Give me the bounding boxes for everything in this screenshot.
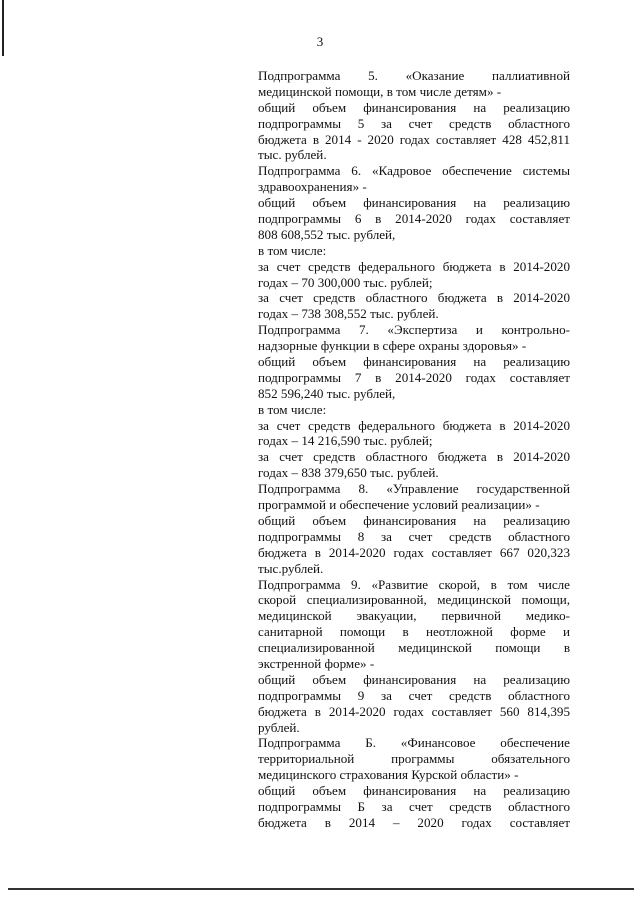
text-line: общий объем финансирования на реализацию (258, 512, 570, 528)
text-line: бюджета в 2014-2020 годах составляет 667 020,323 (258, 544, 570, 560)
text-line: подпрограммы Б за счет средств областного (258, 798, 570, 814)
document-body (258, 68, 570, 831)
text-line: за счет средств федерального бюджета в 2014-2020 (258, 258, 570, 274)
text-line: надзорные функции в сфере охраны здоровья» - (258, 338, 527, 354)
text-line: общий объем финансирования на реализацию (258, 354, 570, 370)
page-number: 3 (316, 34, 324, 49)
text-line: за счет средств федерального бюджета в 2014-2020 (258, 417, 570, 433)
text-line: Подпрограмма 7. «Экспертиза и контрольно- (258, 322, 570, 338)
text-line: программой и обеспечение условий реализации» - (258, 497, 540, 513)
text-line: подпрограммы 9 за счет средств областного (258, 687, 570, 703)
text-line: медицинской эвакуации, первичной медико- (258, 608, 570, 624)
text-line: специализированной медицинской помощи в (258, 640, 570, 656)
text-line: годах – 14 216,590 тыс. рублей; (258, 433, 433, 449)
text-line: общий объем финансирования на реализацию (258, 783, 570, 799)
text-line: бюджета в 2014-2020 годах составляет 560 814,395 (258, 703, 570, 719)
text-line: 808 608,552 тыс. рублей, (258, 226, 396, 242)
text-line: подпрограммы 8 за счет средств областного (258, 528, 570, 544)
text-line: 852 596,240 тыс. рублей, (258, 385, 396, 401)
text-line: медицинской помощи, в том числе детям» - (258, 83, 502, 99)
text-line: Подпрограмма 8. «Управление государственной (258, 481, 570, 497)
text-line: рублей. (258, 719, 300, 735)
text-line: Подпрограмма 5. «Оказание паллиативной (258, 68, 570, 83)
text-line: в том числе: (258, 242, 327, 258)
text-line: общий объем финансирования на реализацию (258, 99, 570, 115)
text-line: годах – 70 300,000 тыс. рублей; (258, 274, 433, 290)
text-line: скорой специализированной, медицинской помощи, (258, 592, 570, 608)
text-line: тыс. рублей. (258, 147, 327, 163)
text-line: бюджета в 2014 – 2020 годах составляет (258, 814, 570, 830)
text-line: за счет средств областного бюджета в 2014-2020 (258, 449, 570, 465)
text-line: подпрограммы 5 за счет средств областного (258, 115, 570, 131)
text-line: за счет средств областного бюджета в 2014-2020 (258, 290, 570, 306)
text-line: Подпрограмма Б. «Финансовое обеспечение (258, 735, 570, 751)
text-line: территориальной программы обязательного (258, 751, 570, 767)
text-line: годах – 738 308,552 тыс. рублей. (258, 306, 439, 322)
text-line: подпрограммы 6 в 2014-2020 годах составляет (258, 211, 570, 227)
text-line: здравоохранения» - (258, 179, 367, 195)
text-line: Подпрограмма 9. «Развитие скорой, в том числе (258, 576, 570, 592)
text-line: годах – 838 379,650 тыс. рублей. (258, 465, 439, 481)
text-line: тыс.рублей. (258, 560, 324, 576)
text-line: медицинского страхования Курской области» - (258, 767, 519, 783)
text-line: санитарной помощи в неотложной форме и (258, 624, 570, 640)
page-bottom-rule (8, 888, 634, 890)
text-line: экстренной форме» - (258, 655, 375, 671)
text-line: в том числе: (258, 401, 327, 417)
text-line: Подпрограмма 6. «Кадровое обеспечение системы (258, 163, 570, 179)
text-line: общий объем финансирования на реализацию (258, 195, 570, 211)
text-line: общий объем финансирования на реализацию (258, 671, 570, 687)
text-line: бюджета в 2014 - 2020 годах составляет 428 452,811 (258, 131, 570, 147)
text-line: подпрограммы 7 в 2014-2020 годах составляет (258, 369, 570, 385)
